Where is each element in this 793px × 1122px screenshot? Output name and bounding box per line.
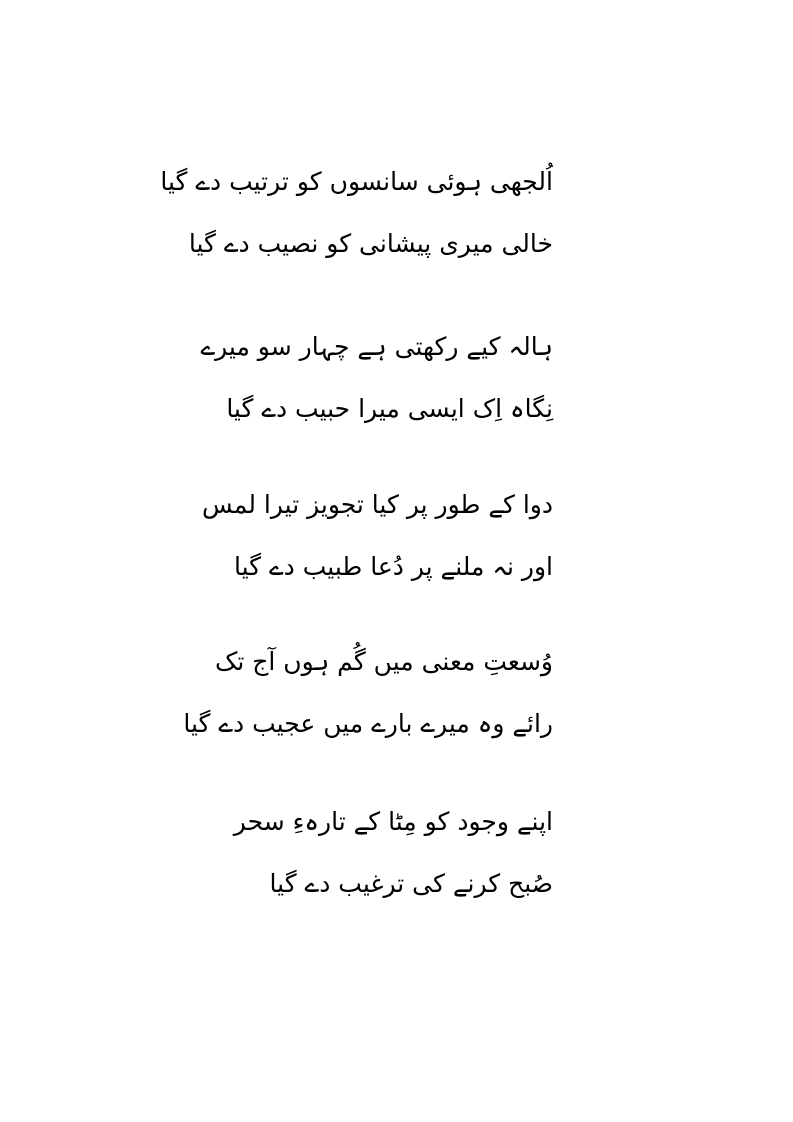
stanza-2 [200,330,553,426]
stanza-3 [202,488,553,584]
stanza-4 [183,645,553,741]
verse-line: خالی میری پیشانی کو نصیب دے گیا [188,229,553,258]
verse-line: دوا کے طور پر کیا تجویز تیرا لمس [202,490,553,519]
verse-line: ہالہ کیے رکھتی ہے چہار سو میرے [200,332,553,361]
verse-line: نِگاہ اِک ایسی میرا حبیب دے گیا [226,394,553,423]
stanza-5 [213,805,553,901]
verse-line: اپنے وجود کو مِٹا کے تارہءِ سحر [233,807,553,836]
stanza-1 [160,165,553,261]
verse-line: اور نہ ملنے پر دُعا طبیب دے گیا [234,552,553,581]
verse-line: رائے وہ میرے بارے میں عجیب دے گیا [183,709,553,738]
verse-line: صُبح کرنے کی ترغیب دے گیا [269,869,553,898]
verse-line: وُسعتِ معنی میں گُم ہوں آج تک [215,647,553,676]
verse-line: اُلجھی ہوئی سانسوں کو ترتیب دے گیا [160,167,553,196]
